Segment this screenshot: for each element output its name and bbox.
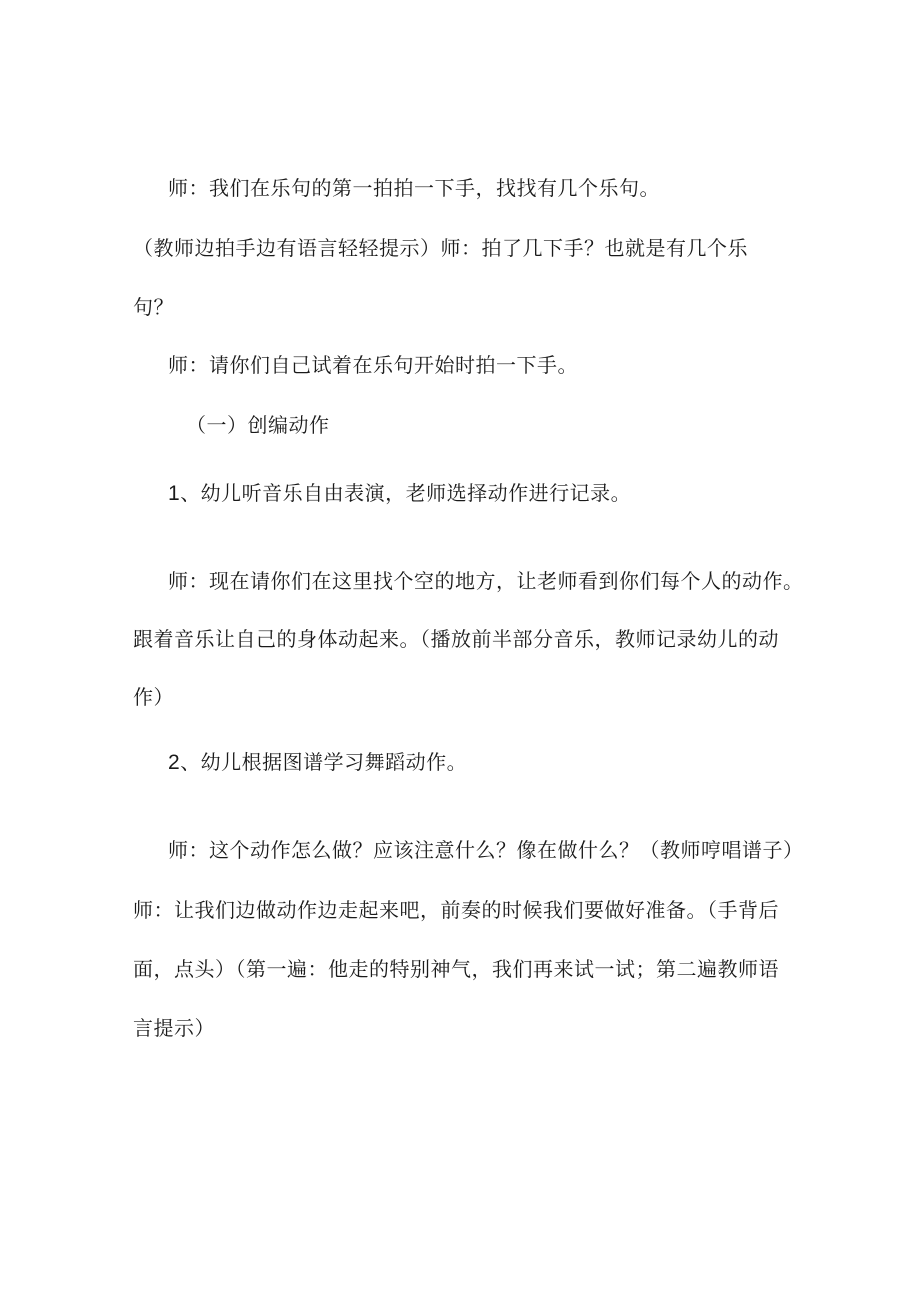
paragraph-line: 言提示） bbox=[133, 1016, 215, 1040]
paragraph-line: 面，点头）（第一遍：他走的特别神气，我们再来试一试；第二遍教师语 bbox=[133, 957, 779, 981]
list-item-number: 1 bbox=[168, 482, 181, 505]
list-item bbox=[168, 750, 467, 775]
paragraph-line: 师：让我们边做动作边走起来吧，前奏的时候我们要做好准备。（手背后 bbox=[133, 898, 779, 922]
list-item-number: 2 bbox=[168, 751, 181, 774]
paragraph-line: 句？ bbox=[133, 295, 174, 319]
section-heading: （一）创编动作 bbox=[186, 413, 330, 437]
list-item-text: 、幼儿听音乐自由表演，老师选择动作进行记录。 bbox=[180, 481, 632, 505]
paragraph-line: 师：请你们自己试着在乐句开始时拍一下手。 bbox=[168, 353, 578, 377]
paragraph-line: 跟着音乐让自己的身体动起来。（播放前半部分音乐，教师记录幼儿的动 bbox=[133, 627, 779, 651]
paragraph-line: 作） bbox=[133, 685, 174, 709]
paragraph-line: 师：这个动作怎么做？应该注意什么？像在做什么？（教师哼唱谱子） bbox=[168, 838, 804, 862]
paragraph-line: 师：我们在乐句的第一拍拍一下手，找找有几个乐句。 bbox=[168, 176, 660, 200]
paragraph-line: （教师边拍手边有语言轻轻提示）师：拍了几下手？也就是有几个乐 bbox=[133, 236, 748, 260]
list-item bbox=[168, 481, 631, 506]
paragraph-line: 师：现在请你们在这里找个空的地方，让老师看到你们每个人的动作。 bbox=[168, 569, 804, 593]
list-item-text: 、幼儿根据图谱学习舞蹈动作。 bbox=[180, 750, 468, 774]
